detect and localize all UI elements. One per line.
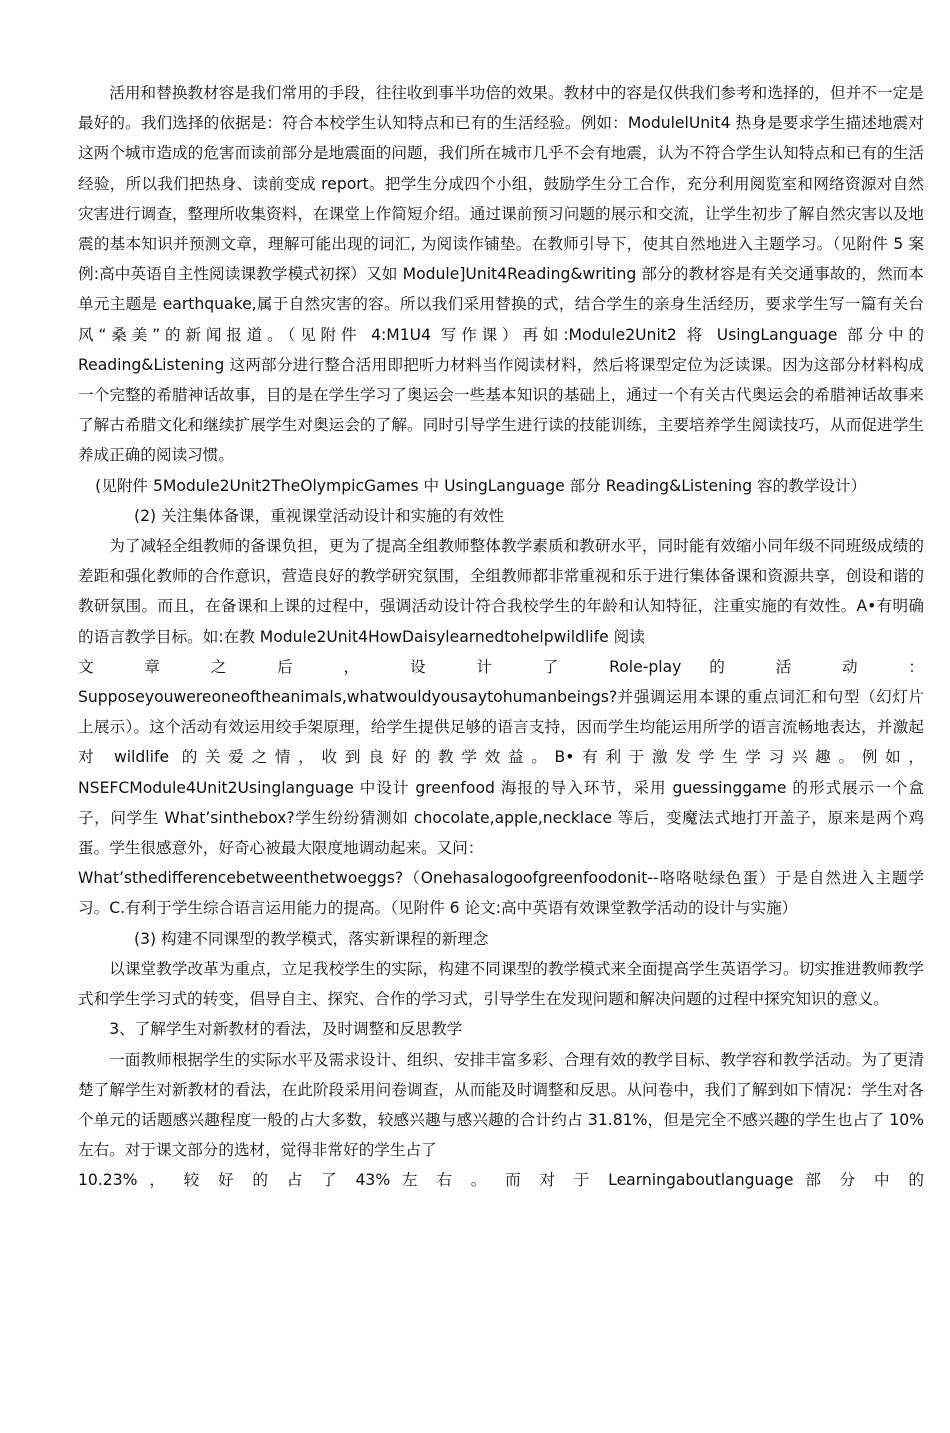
document-page [78,78,924,1196]
paragraph-collective-prep-a: 为了减轻全组教师的备课负担，更为了提高全组教师整体教学素质和教研水平，同时能有效缩小同年级不同班级成绩的差距和强化教师的合作意识，营造良好的教学研究氛围，全组教师都非常重视和乐于进行集体备课和资源共享，创设和谐的教研氛围。而且，在备课和上课的过程中，强调活动设计符合我校学生的年龄和认知特征，注重实施的有效性。A•有明确的语言教学目标。如:在教 Module2Unit4HowDaisylearnedtohelpwildlife 阅读 [78,537,924,646]
paragraph-collective-prep-b: 文 章 之 后 ， 设 计 了 Role-play 的 活 动 ： [78,657,924,676]
heading-student-views: 3、了解学生对新教材的看法，及时调整和反思教学 [109,1020,463,1039]
paragraph-survey-results-last-line: 10.23% ， 较 好 的 占 了 43% 左 右 。 而 对 于 Learningaboutlanguage 部 分 中 的 [78,1171,924,1190]
paragraph-teaching-models: 以课堂教学改革为重点，立足我校学生的实际，构建不同课型的教学模式来全面提高学生英语学习。切实推进教师教学式和学生学习式的转变，倡导自主、探究、合作的学习式，引导学生在发现问题和解决问题的过程中探究知识的意义。 [78,959,924,1009]
paragraph-collective-prep-d: What’sthedifferencebetweenthetwoeggs?（Onehasalogoofgreenfoodonit--咯咯哒绿色蛋）于是自然进入主题学习。C.有利于学生综合语言运用能力的提高。（见附件 6 论文:高中英语有效课堂教学活动的设计与实施） [78,869,924,918]
heading-collective-lesson-prep: (2) 关注集体备课，重视课堂活动设计和实施的有效性 [134,506,505,525]
paragraph-replace-materials: 活用和替换教材容是我们常用的手段，往往收到事半功倍的效果。教材中的容是仅供我们参考和选择的，但并不一定是最好的。我们选择的依据是：符合本校学生认知特点和已有的生活经验。例如：ModulelUnit4 热身是要求学生描述地震对这两个城市造成的危害而读前部分是地震面的问题，我们所在城市几乎不会有地震，认为不符合学生认知特点和已有的生活经验，所以我们把热身、读前变成 report。把学生分成四个小组，鼓励学生分工合作，充分利用阅览室和网络资源对自然灾害进行调查，整理所收集资料，在课堂上作简短介绍。通过课前预习问题的展示和交流，让学生初步了解自然灾害以及地震的基本知识并预测文章，理解可能出现的词汇, 为阅读作铺垫。在教师引导下，使其自然地进入主题学习。（见附件 5 案例:高中英语自主性阅读课教学模式初探）又如 Module]Unit4Reading&writing 部分的教材容是有关交通事故的，然而本单元主题是 earthquake,属于自然灾害的容。所以我们采用替换的式，结合学生的亲身生活经历，要求学生写一篇有关台风“桑美”的新闻报道。（见附件 4:M1U4 写作课）再如:Module2Unit2 将 UsingLanguage 部分中的 Reading&Listening 这两部分进行整合活用即把听力材料当作阅读材料，然后将课型定位为泛读课。因为这部分材料构成一个完整的希腊神话故事，目的是在学生学习了奥运会一些基本知识的基础上，通过一个有关古代奥运会的希腊神话故事来了解古希腊文化和继续扩展学生对奥运会的了解。同时引导学生进行读的技能训练，主要培养学生阅读技巧，从而促进学生养成正确的阅读习惯。 [78,84,924,465]
heading-teaching-models: (3) 构建不同课型的教学模式，落实新课程的新理念 [134,929,489,948]
paragraph-collective-prep-c: Supposeyouwereoneoftheanimals,whatwouldyousaytohumanbeings?并强调运用本课的重点词汇和句型（幻灯片上展示）。这个活动有效运用绞手架原理，给学生提供足够的语言支持，因而学生均能运用所学的语言流畅地表达，并激起对 wildlife 的关爱之情，收到良好的教学效益。B•有利于激发学生学习兴趣。例如，NSEFCModule4Unit2Usinglanguage 中设计 greenfood 海报的导入环节，采用 guessinggame 的形式展示一个盒子，问学生 What’sinthebox?学生纷纷猜测如 chocolate,apple,necklace 等后，变魔法式地打开盖子，原来是两个鸡蛋。学生很感意外，好奇心被最大限度地调动起来。又问： [78,688,924,858]
paragraph-appendix-5-note: (见附件 5Module2Unit2TheOlympicGames 中 UsingLanguage 部分 Reading&Listening 容的教学设计） [95,476,867,495]
paragraph-survey-results: 一面教师根据学生的实际水平及需求设计、组织、安排丰富多彩、合理有效的教学目标、教学容和教学活动。为了更清楚了解学生对新教材的看法，在此阶段采用问卷调查，从而能及时调整和反思。从问卷中，我们了解到如下情况：学生对各个单元的话题感兴趣程度一般的占大多数，较感兴趣与感兴趣的合计约占 31.81%，但是完全不感兴趣的学生也占了 10%左右。对于课文部分的选材，觉得非常好的学生占了 [78,1050,924,1160]
